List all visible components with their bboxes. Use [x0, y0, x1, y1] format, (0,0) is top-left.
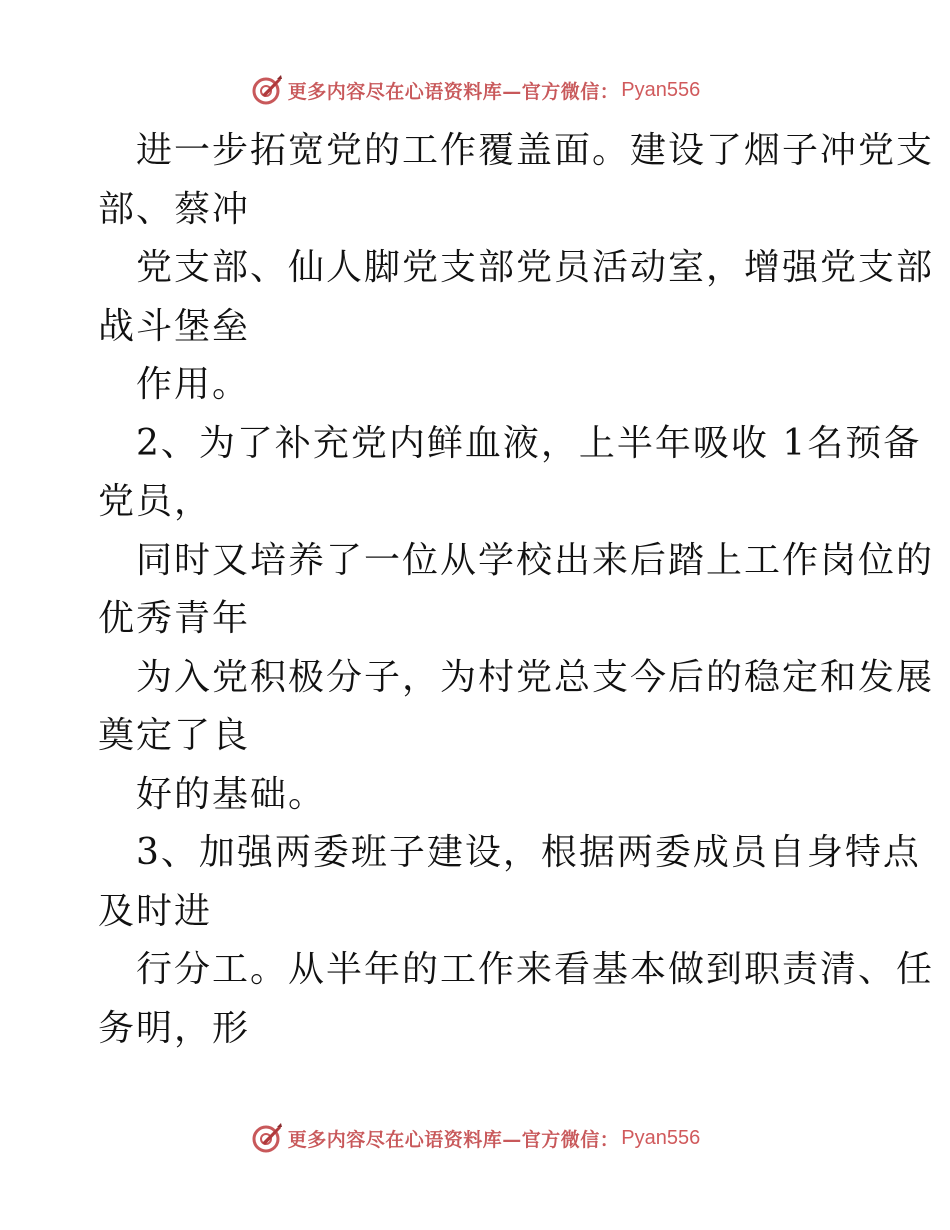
text-line: 进一步拓宽党的工作覆盖面。建设了烟子冲党支 [136, 130, 935, 171]
text-line: 行分工。从半年的工作来看基本做到职责清、任 [136, 949, 935, 990]
text-line: 作用。 [136, 364, 251, 405]
text-line: 及时进 [98, 890, 213, 932]
header-watermark [0, 70, 950, 110]
watermark-id: Pyan556 [621, 1126, 701, 1149]
quill-pen-icon [250, 73, 284, 107]
footer-watermark [0, 1118, 950, 1158]
text-line: 同时又培养了一位从学校出来后踏上工作岗位的 [136, 539, 935, 581]
text-line: 为入党积极分子，为村党总支今后的稳定和发展 [136, 656, 935, 698]
watermark-group [250, 73, 700, 107]
watermark-text: 更多内容尽在心语资料库—官方微信： [287, 1128, 620, 1151]
text-line: 务明，形 [98, 1007, 251, 1049]
text-line: 优秀青年 [98, 598, 251, 639]
text-line: 部、蔡冲 [98, 188, 251, 230]
text-line: 战斗堡垒 [98, 305, 251, 347]
quill-pen-icon [250, 1121, 284, 1155]
text-line: 奠定了良 [98, 715, 251, 756]
text-line: 2、为了补充党内鲜血液，上半年吸收 1名预备 [136, 422, 922, 464]
watermark-group [250, 1121, 700, 1155]
document-body [98, 122, 935, 1058]
text-line: 党员， [98, 481, 213, 522]
text-line: 好的基础。 [136, 773, 327, 815]
watermark-text: 更多内容尽在心语资料库—官方微信： [287, 80, 620, 103]
watermark-id: Pyan556 [621, 78, 701, 101]
text-line: 党支部、仙人脚党支部党员活动室，增强党支部 [136, 247, 935, 288]
text-line: 3、加强两委班子建设，根据两委成员自身特点 [136, 832, 921, 873]
